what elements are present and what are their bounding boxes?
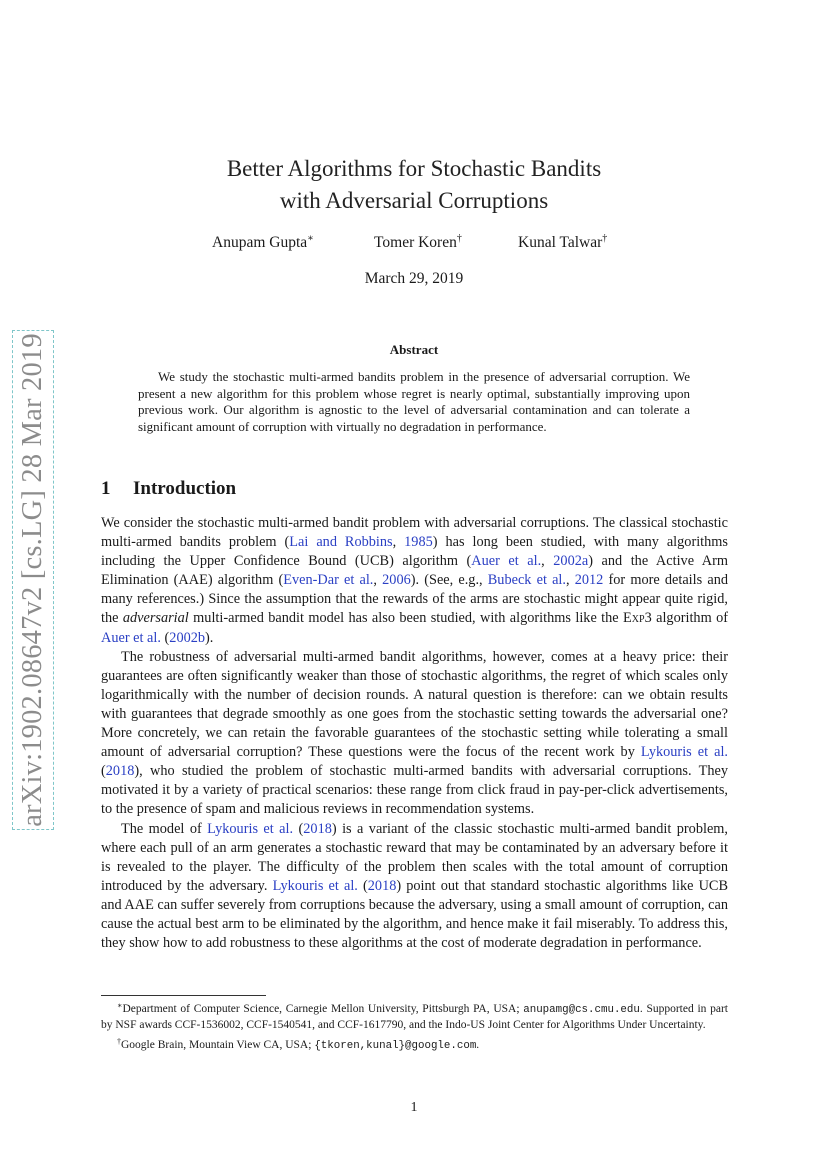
- citation-link[interactable]: Bubeck et al.: [487, 572, 566, 589]
- citation-link[interactable]: Auer et al.: [471, 553, 542, 570]
- text-run: Department of Computer Science, Carnegie Mellon University, Pittsburgh PA, USA;: [122, 1003, 524, 1015]
- section-title: Introduction: [133, 478, 237, 499]
- paper-title: [0, 153, 828, 217]
- footnote-1-mark: ∗: [117, 1001, 123, 1010]
- text-run: ) has long been studied, with many algorithms including the Upper Confidence Bound (UCB) algorithm (: [101, 534, 728, 570]
- text-run: . Supported in part by NSF awards CCF-1536002, CCF-1540541, and CCF-1617790, and the Indo-US Joint Center for Algorithms Under Uncertainty.: [101, 1003, 728, 1032]
- text-run: The robustness of adversarial multi-armed bandit algorithms, however, comes at a heavy price: their guarantees are often significantly weaker than those of stochastic algorithms, the regret of which scales only logarithmically with the number of decision rounds. A natural question is therefore: can we obtain results with guarantees that degrade smoothly as one goes from the stochastic setting towards the adversarial one? More concretely, we can retain the favorable guarantees of the stochastic setting while tolerating a small amount of adversarial corruption? These questions were the focus of the recent work by: [101, 648, 728, 761]
- abstract-heading: Abstract: [389, 342, 439, 357]
- citation-link[interactable]: 2006: [382, 572, 411, 589]
- text-run: ,: [565, 572, 575, 589]
- author-3-footnote-mark: †: [602, 233, 608, 244]
- text-run: .: [476, 1038, 480, 1051]
- citation-link[interactable]: Lykouris et al.: [207, 820, 294, 837]
- footnotes: [101, 998, 728, 1054]
- email-address: {tkoren,kunal}@google.com: [314, 1039, 477, 1052]
- paper-title-line-2: with Adversarial Corruptions: [279, 188, 549, 213]
- section-body: [101, 514, 728, 953]
- text-run: multi-armed bandit model has also been studied, with algorithms like the: [188, 610, 624, 627]
- footnote-2: [101, 1034, 728, 1054]
- text-run: ).: [205, 629, 214, 646]
- text-run: We consider the stochastic multi-armed bandit problem with adversarial corruptions. The classical stochastic multi-armed bandits problem (: [101, 515, 728, 551]
- text-run: ,: [373, 572, 383, 589]
- citation-link[interactable]: Lykouris et al.: [272, 877, 358, 894]
- page-number: 1: [410, 1100, 418, 1115]
- text-run: for more details and many references.) Since the assumption that the rewards of the arms are stochastic might appear quite rigid, the: [101, 572, 729, 627]
- text-run: Google Brain, Mountain View CA, USA;: [121, 1038, 315, 1051]
- citation-link[interactable]: 2012: [574, 572, 604, 589]
- citation-link[interactable]: 1985: [404, 534, 433, 551]
- text-run: (: [357, 877, 368, 894]
- footnote-divider: [101, 995, 266, 996]
- paragraph-3: [101, 820, 728, 954]
- text-run: ) and the Active Arm Elimination (AAE) algorithm (: [101, 553, 728, 589]
- text-run: ) is a variant of the classic stochastic multi-armed bandit problem, where each pull of an arm generates a stochastic reward that may be contaminated by an adversary before it is revealed to the player. The difficulty of the problem then scales with the total amount of corruption introduced by the adversary.: [101, 820, 728, 894]
- emphasis-text: adversarial: [122, 610, 189, 627]
- text-run: ), who studied the problem of stochastic multi-armed bandits with adversarial corruptions. They motivated it by a variety of practical scenarios: these range from click fraud in pay-per-click advertisements, to the presence of spam and malicious reviews in recommendation systems.: [101, 763, 728, 818]
- author-1-footnote-mark: ∗: [307, 233, 314, 244]
- text-run: ). (See, e.g.,: [410, 572, 488, 589]
- footnote-1: [101, 998, 728, 1034]
- email-address: anupamg@cs.cmu.edu: [523, 1004, 640, 1016]
- arxiv-identifier-stamp: [12, 330, 54, 830]
- paragraph-1: [101, 514, 728, 648]
- arxiv-identifier-text: arXiv:1902.08647v2 [cs.LG] 28 Mar 2019: [17, 333, 48, 827]
- text-run: algorithm of: [651, 610, 728, 627]
- paragraph-2: [101, 648, 728, 820]
- section-number: 1: [101, 478, 111, 499]
- author-2-name: Tomer Koren: [374, 234, 457, 251]
- footnote-2-mark: †: [117, 1036, 121, 1046]
- text-run: (: [293, 820, 304, 837]
- abstract-text: We study the stochastic multi-armed bandits problem in the presence of adversarial corruption. We present a new algorithm for this problem whose regret is nearly optimal, substantially improving upon previous work. Our algorithm is agnostic to the level of adversarial contamination and can tolerate a significant amount of corruption with virtually no degradation in performance.: [138, 369, 690, 434]
- author-list: [0, 233, 828, 255]
- citation-link[interactable]: Lykouris et al.: [640, 744, 728, 761]
- paper-title-line-1: Better Algorithms for Stochastic Bandits: [226, 156, 602, 181]
- citation-link[interactable]: 2002b: [169, 629, 206, 646]
- text-run: ,: [541, 553, 554, 570]
- citation-link[interactable]: Even-Dar et al.: [283, 572, 374, 589]
- author-2: [374, 233, 462, 252]
- citation-link[interactable]: 2018: [367, 877, 397, 894]
- text-run: ) point out that standard stochastic algorithms like UCB and AAE can suffer severely from corruptions because the adversary, using a small amount of corruption, can cause the actual best arm to be eliminated by the algorithm, and hence make it fail miserably. To address this, they show how to add robustness to these algorithms at the cost of moderate degradation in performance.: [101, 877, 728, 952]
- text-run: ,: [392, 534, 405, 551]
- text-run: (: [101, 763, 106, 780]
- citation-link[interactable]: Auer et al.: [101, 629, 161, 646]
- author-1-name: Anupam Gupta: [212, 234, 308, 251]
- author-1: [212, 233, 314, 252]
- author-3-name: Kunal Talwar: [518, 234, 603, 251]
- text-run: The model of: [121, 820, 208, 837]
- citation-link[interactable]: 2018: [303, 820, 332, 837]
- author-2-footnote-mark: †: [456, 233, 462, 244]
- citation-link[interactable]: 2018: [105, 763, 135, 780]
- section-heading: [101, 478, 236, 500]
- text-run: (: [160, 629, 170, 646]
- algorithm-name: Exp3: [623, 610, 652, 627]
- publication-date: March 29, 2019: [364, 270, 464, 287]
- citation-link[interactable]: 2002a: [553, 553, 589, 570]
- citation-link[interactable]: Lai and Robbins: [289, 534, 393, 551]
- author-3: [518, 233, 607, 252]
